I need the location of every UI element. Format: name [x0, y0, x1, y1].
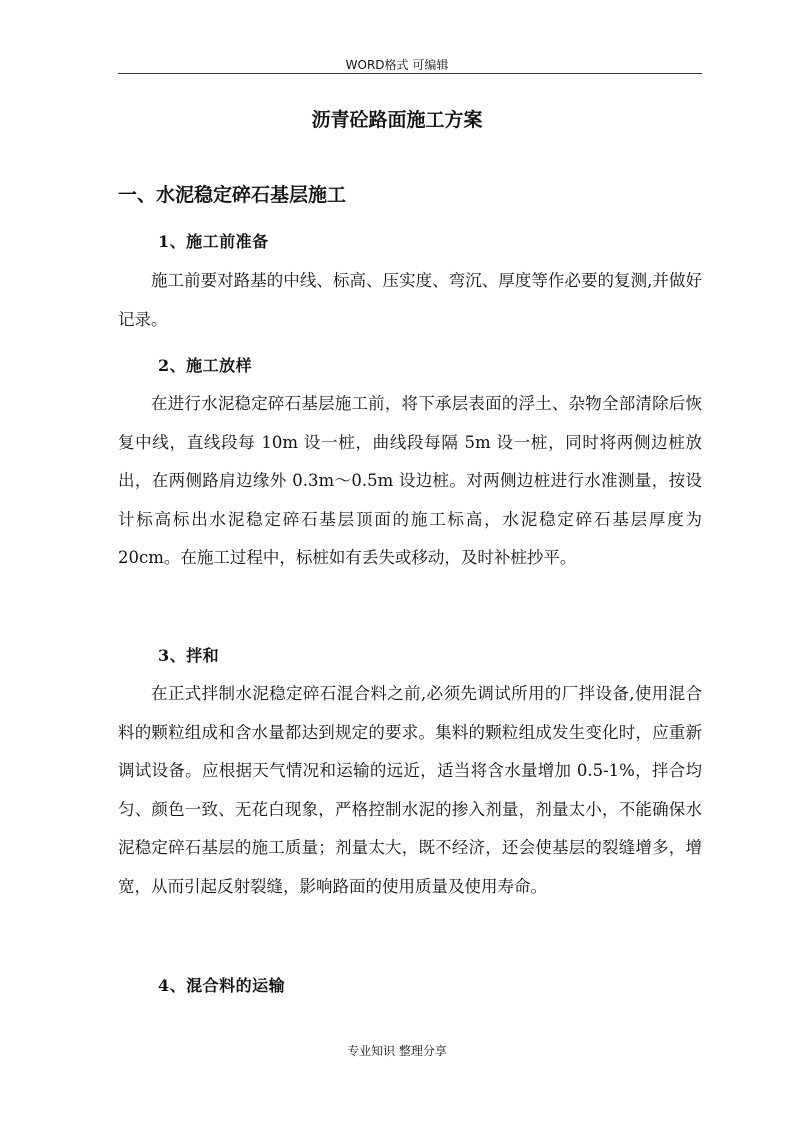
subsection-heading-3: 3、拌和	[158, 646, 220, 665]
paragraph-preparation: 施工前要对路基的中线、标高、压实度、弯沉、厚度等作必要的复测,并做好记录。	[118, 271, 702, 329]
paragraph-layout: 在进行水泥稳定碎石基层施工前，将下承层表面的浮土、杂物全部清除后恢复中线，直线段每 10m 设一桩，曲线段每隔 5m 设一桩，同时将两侧边桩放出，在两侧路肩边缘外 0.3m～0.5m 设边桩。对两侧边桩进行水准测量，按设计标高标出水泥稳定碎石基层顶面的施工标高，水泥稳定碎石基层厚度为 20cm。在施工过程中，标桩如有丢失或移动，及时补桩抄平。	[118, 394, 702, 567]
page-footer: 专业知识 整理分享	[347, 1044, 447, 1058]
subsection-heading-2: 2、施工放样	[158, 356, 253, 375]
document-title: 沥青砼路面施工方案	[311, 109, 483, 131]
section-heading-1: 一、水泥稳定碎石基层施工	[118, 184, 347, 206]
paragraph-mixing: 在正式拌制水泥稳定碎石混合料之前,必须先调试所用的厂拌设备,使用混合料的颗粒组成和含水量都达到规定的要求。集料的颗粒组成发生变化时，应重新调试设备。应根据天气情况和运输的远近，适当将含水量增加 0.5-1%，拌合均匀、颜色一致、无花白现象，严格控制水泥的掺入剂量，剂量太小，不能确保水泥稳定碎石基层的施工质量；剂量太大，既不经济，还会使基层的裂缝增多，增宽，从而引起反射裂缝，影响路面的使用质量及使用寿命。	[118, 684, 702, 896]
subsection-heading-4: 4、混合料的运输	[158, 976, 286, 995]
page-header: WORD格式 可编辑	[345, 58, 449, 72]
subsection-heading-1: 1、施工前准备	[158, 232, 269, 251]
header-divider	[118, 73, 702, 74]
